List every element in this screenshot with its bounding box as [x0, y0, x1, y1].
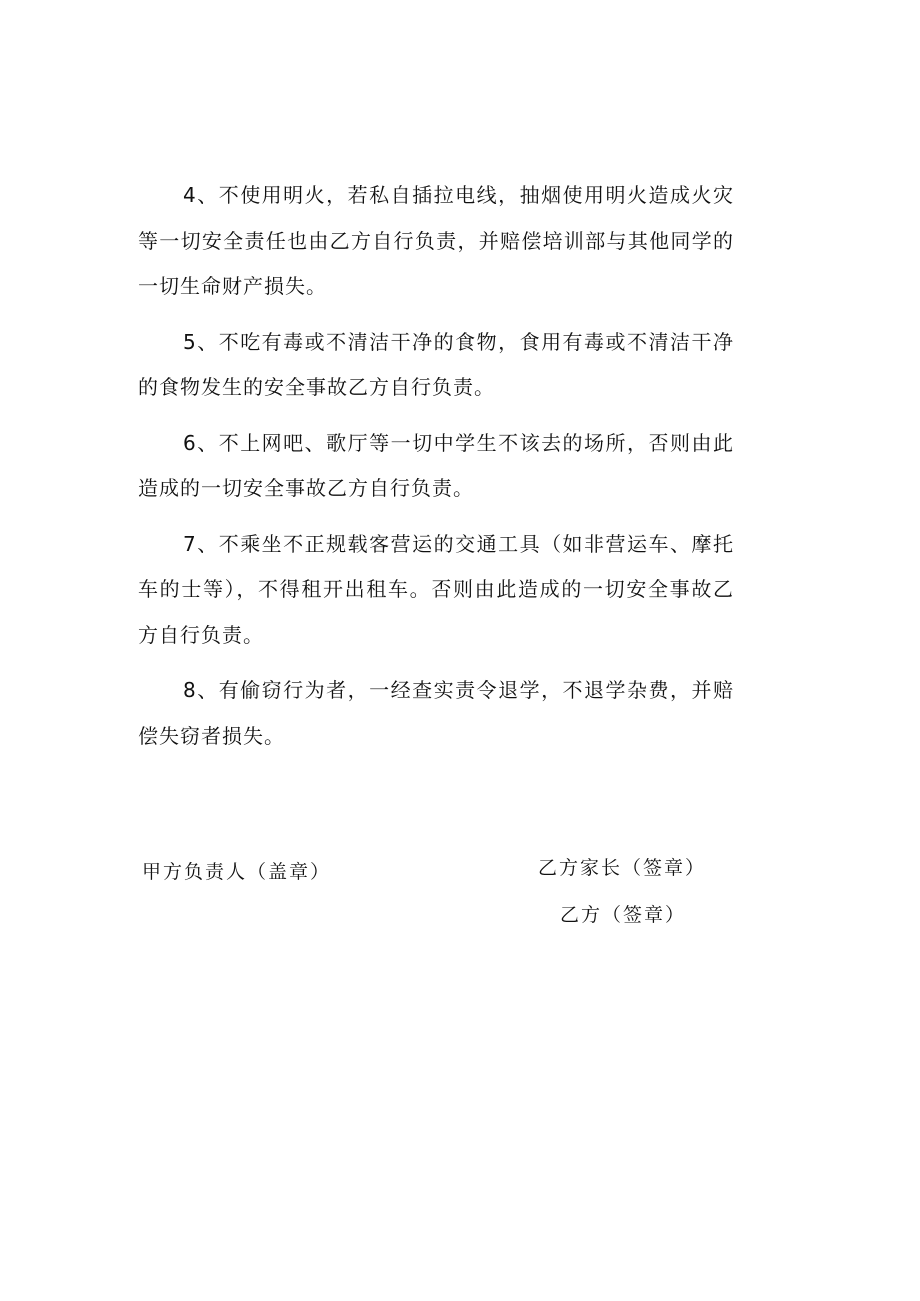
clause-list: [138, 173, 734, 769]
clause-6: 6、不上网吧、歌厅等一切中学生不该去的场所，否则由此造成的一切安全事故乙方自行负责。: [138, 430, 734, 500]
clause-8: 8、有偷窃行为者，一经查实责令退学，不退学杂费，并赔偿失窃者损失。: [138, 678, 734, 748]
clause-4: 4、不使用明火，若私自插拉电线，抽烟使用明火造成火灾等一切安全责任也由乙方自行负责，并赔偿培训部与其他同学的一切生命财产损失。: [138, 183, 734, 298]
clause-7: 7、不乘坐不正规载客营运的交通工具（如非营运车、摩托车的士等），不得租开出租车。否则由此造成的一切安全事故乙方自行负责。: [138, 531, 734, 647]
clause-5: 5、不吃有毒或不清洁干净的食物，食用有毒或不清洁干净的食物发生的安全事故乙方自行负责。: [138, 329, 734, 399]
party-b-signature-label: 乙方（签章）: [560, 904, 687, 926]
party-a-signature-label: 甲方负责人（盖章）: [142, 861, 332, 883]
party-b-parent-signature-label: 乙方家长（签章）: [538, 857, 707, 879]
